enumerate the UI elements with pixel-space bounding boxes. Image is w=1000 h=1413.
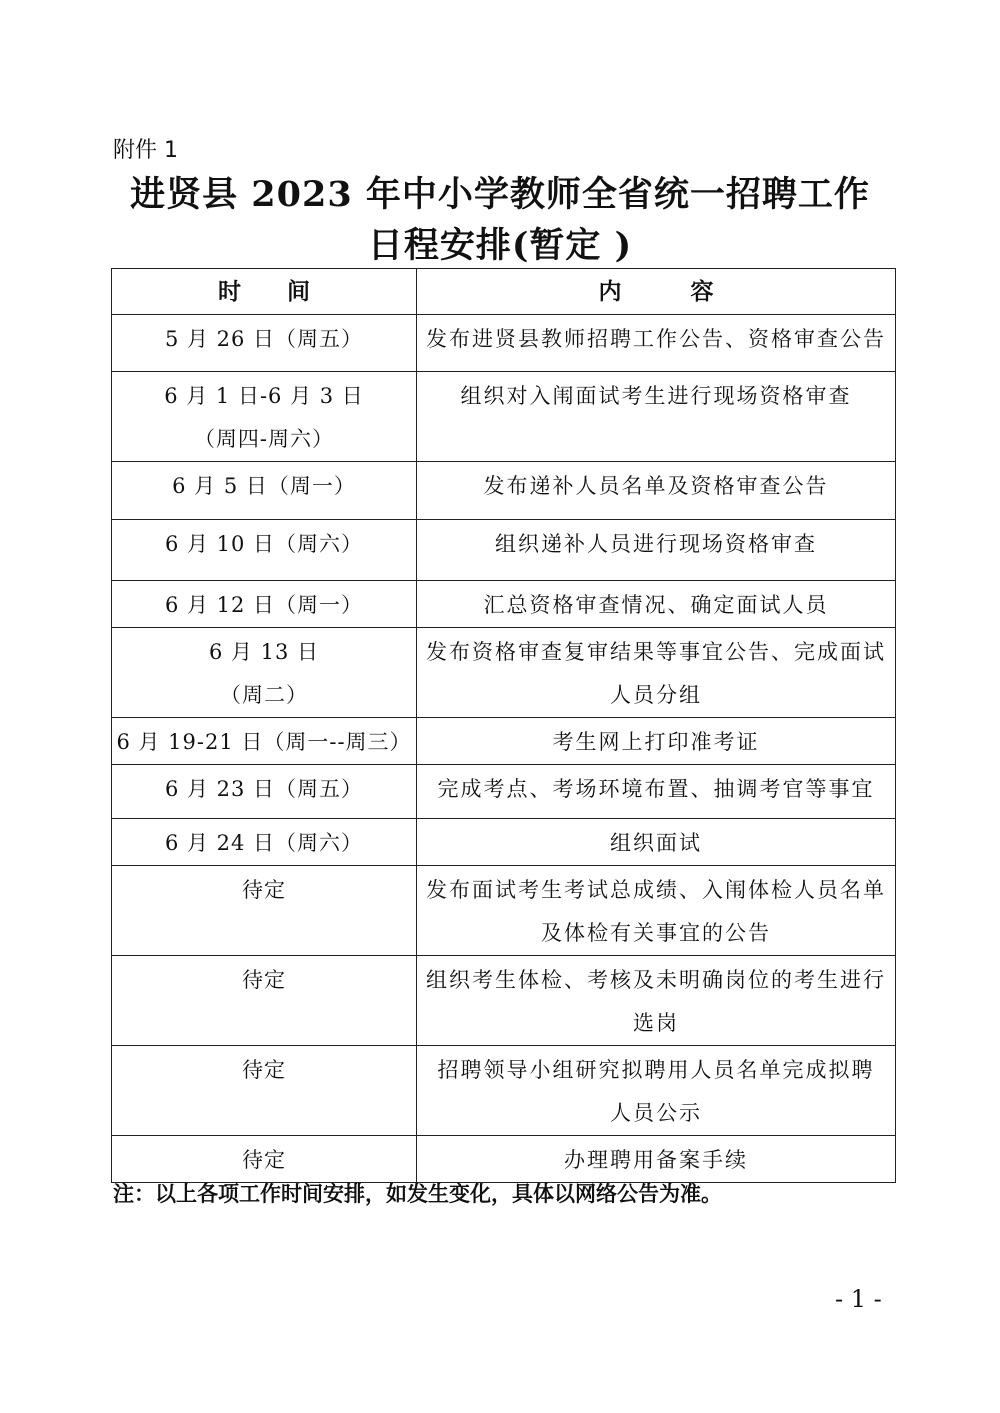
content-cell: 考生网上打印准考证 (417, 718, 896, 765)
time-cell: 6 月 24 日（周六） (112, 819, 417, 866)
time-cell: 待定 (112, 1136, 417, 1183)
content-cell: 办理聘用备案手续 (417, 1136, 896, 1183)
document-title-line-1: 进贤县 2023 年中小学教师全省统一招聘工作 (130, 174, 870, 215)
table-row (112, 1136, 896, 1183)
time-cell: 6 月 12 日（周一） (112, 581, 417, 628)
time-cell: 待定 (112, 866, 417, 956)
time-cell: 待定 (112, 956, 417, 1046)
table-row (112, 315, 896, 372)
table-row (112, 866, 896, 956)
time-cell: 5 月 26 日（周五） (112, 315, 417, 372)
time-cell: 6 月 23 日（周五） (112, 765, 417, 819)
table-row (112, 718, 896, 765)
footnote: 注：以上各项工作时间安排，如发生变化，具体以网络公告为准。 (113, 1182, 722, 1206)
table-row (112, 372, 896, 462)
content-cell: 发布面试考生考试总成绩、入闱体检人员名单 及体检有关事宜的公告 (417, 866, 896, 956)
table-row (112, 819, 896, 866)
content-cell: 组织考生体检、考核及未明确岗位的考生进行 选岗 (417, 956, 896, 1046)
schedule-table (111, 268, 896, 1183)
content-cell: 发布资格审查复审结果等事宜公告、完成面试 人员分组 (417, 628, 896, 718)
time-cell: 6 月 5 日（周一） (112, 462, 417, 520)
header-time: 时 间 (112, 269, 417, 315)
content-cell: 组织对入闱面试考生进行现场资格审查 (417, 372, 896, 462)
table-row (112, 520, 896, 581)
time-cell: 6 月 1 日-6 月 3 日 （周四-周六） (112, 372, 417, 462)
document-title-line-2: 日程安排(暂定 ) (367, 225, 633, 266)
content-cell: 完成考点、考场环境布置、抽调考官等事宜 (417, 765, 896, 819)
content-cell: 招聘领导小组研究拟聘用人员名单完成拟聘 人员公示 (417, 1046, 896, 1136)
time-cell: 6 月 10 日（周六） (112, 520, 417, 581)
content-cell: 汇总资格审查情况、确定面试人员 (417, 581, 896, 628)
table-header-row (112, 269, 896, 315)
content-cell: 发布递补人员名单及资格审查公告 (417, 462, 896, 520)
table-row (112, 628, 896, 718)
table-row (112, 581, 896, 628)
page-number: - 1 - (835, 1285, 882, 1313)
table-row (112, 462, 896, 520)
header-content: 内 容 (417, 269, 896, 315)
table-row (112, 956, 896, 1046)
time-cell: 6 月 13 日 （周二） (112, 628, 417, 718)
content-cell: 组织递补人员进行现场资格审查 (417, 520, 896, 581)
table-row (112, 765, 896, 819)
content-cell: 组织面试 (417, 819, 896, 866)
content-cell: 发布进贤县教师招聘工作公告、资格审查公告 (417, 315, 896, 372)
time-cell: 6 月 19-21 日（周一--周三） (112, 718, 417, 765)
table-row (112, 1046, 896, 1136)
attachment-label: 附件 1 (113, 138, 178, 163)
time-cell: 待定 (112, 1046, 417, 1136)
